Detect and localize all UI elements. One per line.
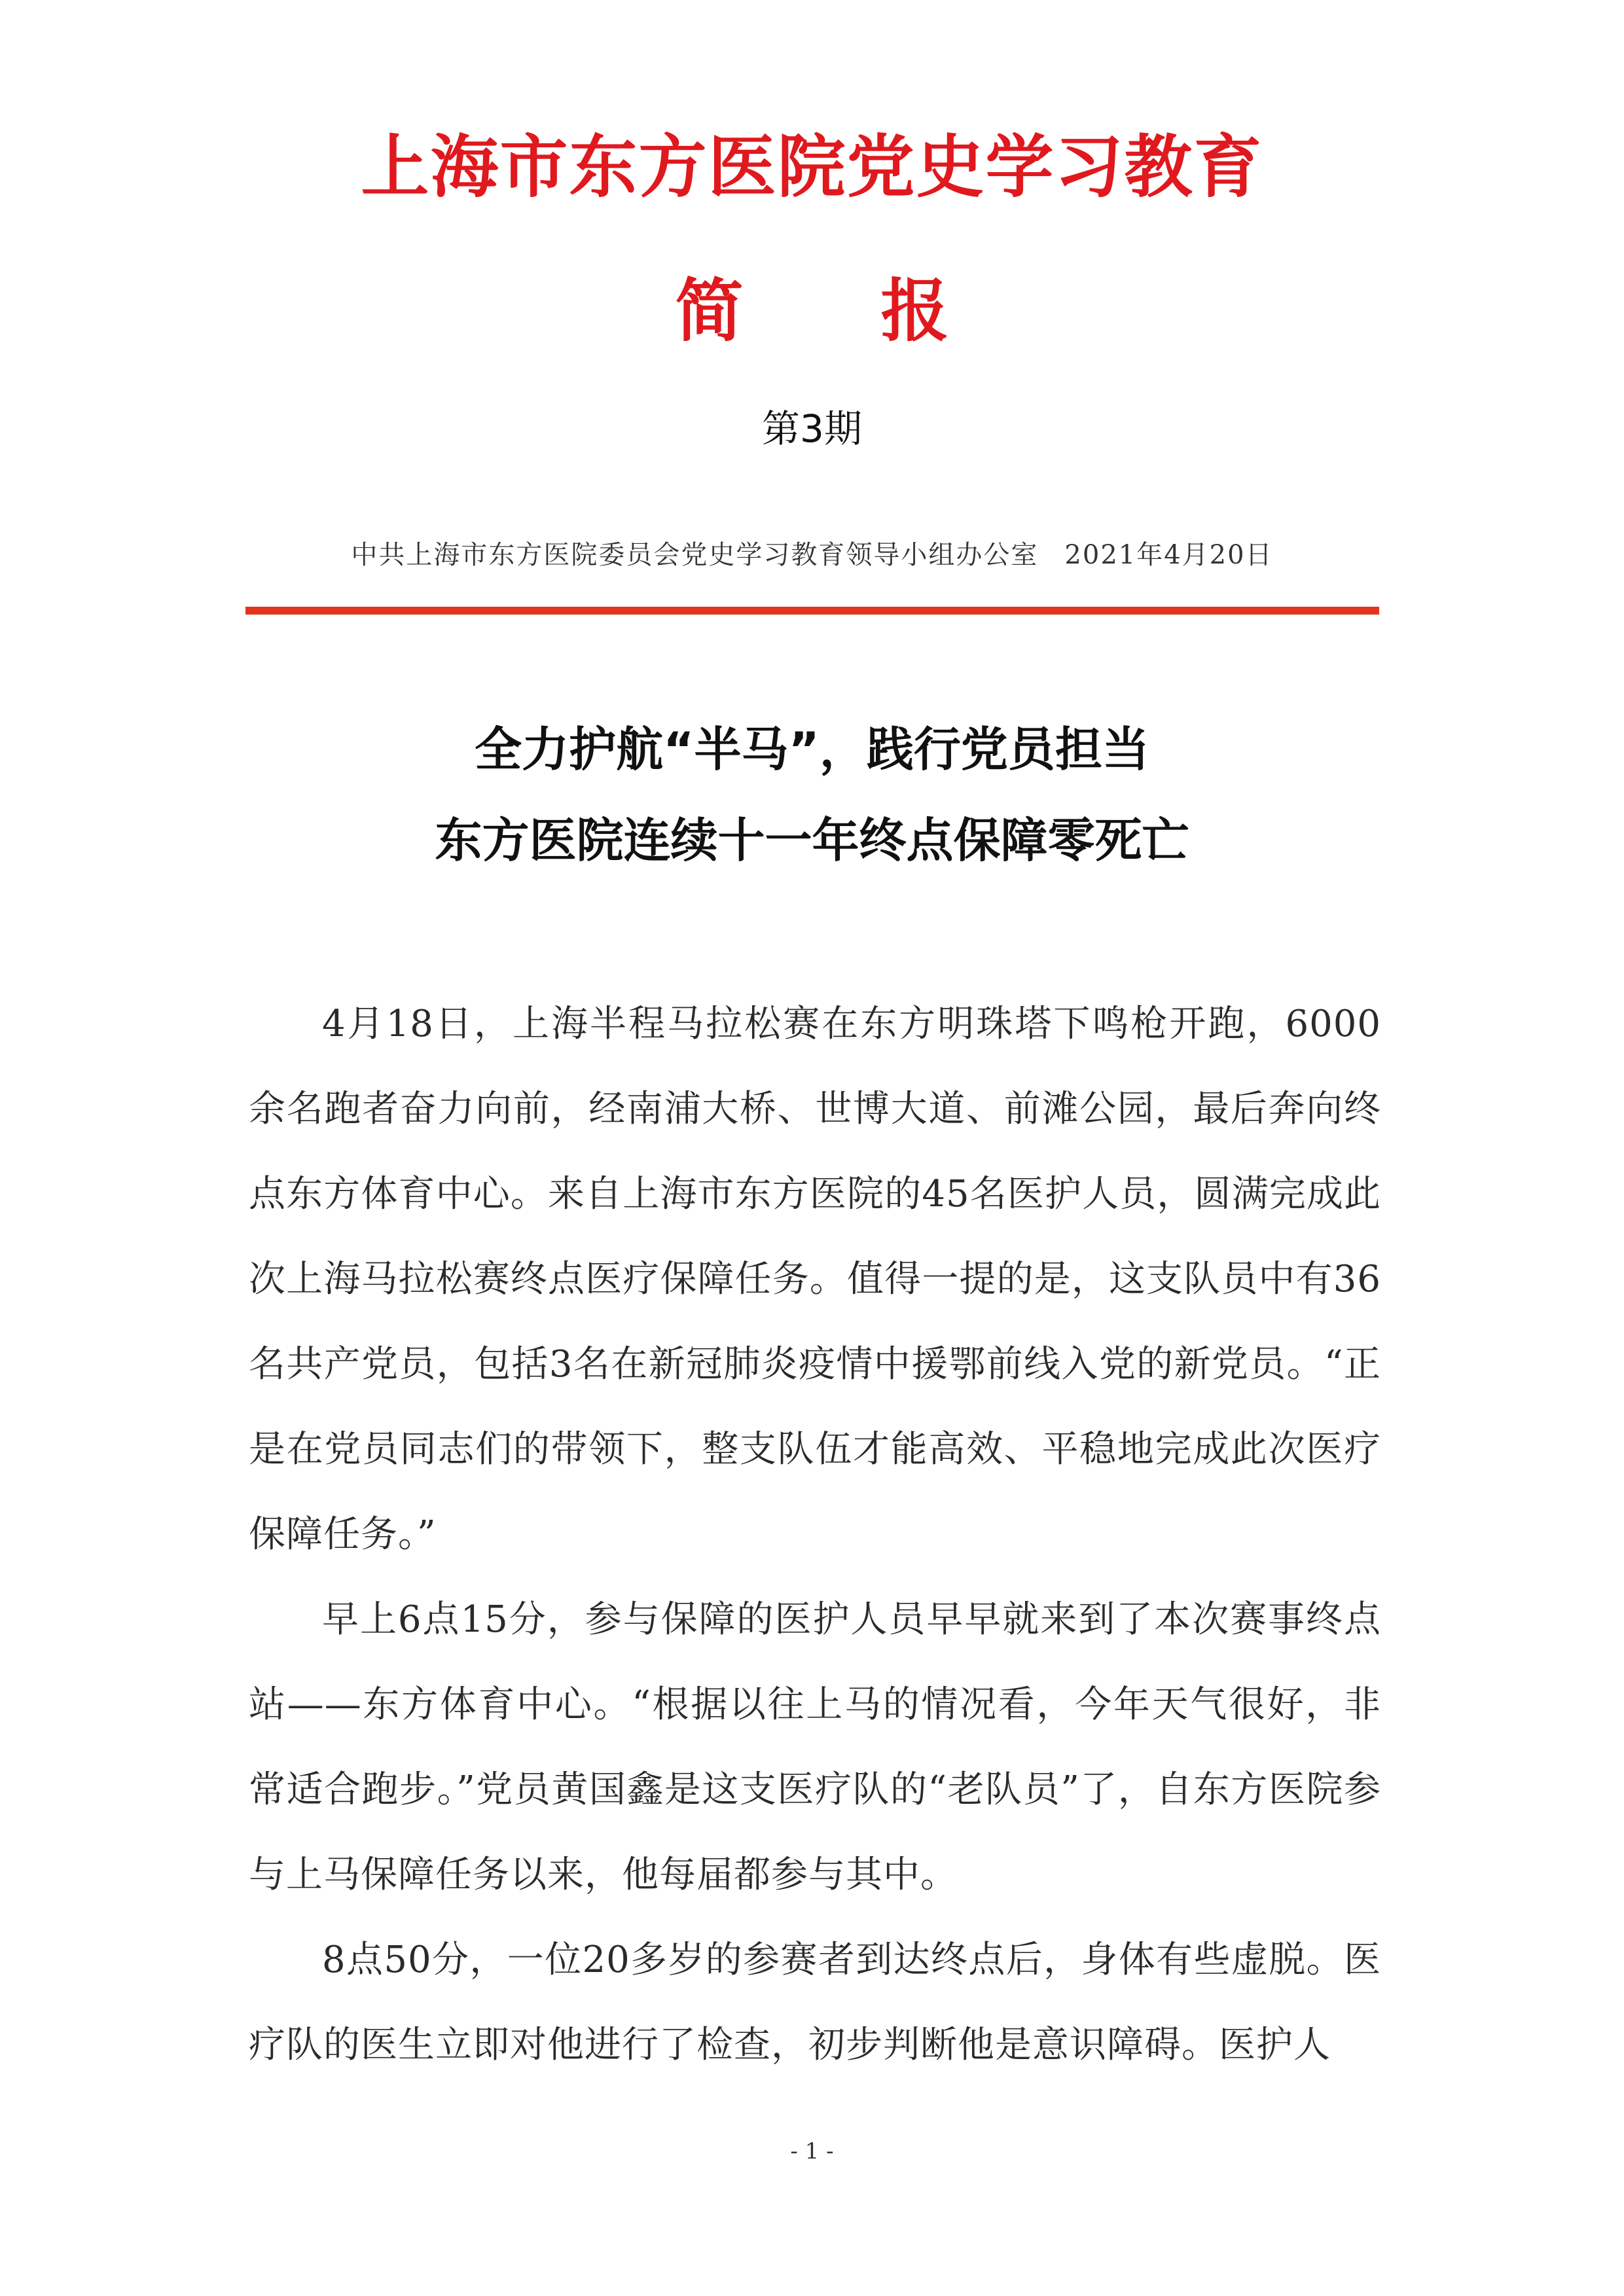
dateline-office: 中共上海市东方医院委员会党史学习教育领导小组办公室 (351, 540, 1039, 570)
article-paragraph-2: 早上6点15分，参与保障的医护人员早早就来到了本次赛事终点站——东方体育中心。“根据以往上马的情况看，今年天气很好，非常适合跑步。”党员黄国鑫是这支医疗队的“老队员”了，自东方医院参与上马保障任务以来，他每届都参与其中。 (249, 1598, 1381, 1896)
masthead-subtitle (0, 265, 1624, 357)
page-number: - 1 - (790, 2138, 834, 2164)
masthead-subtitle-left: 简 (675, 270, 744, 351)
article-paragraph-1: 4月18日，上海半程马拉松赛在东方明珠塔下鸣枪开跑，6000余名跑者奋力向前，经南浦大桥、世博大道、前滩公园，最后奔向终点东方体育中心。来自上海市东方医院的45名医护人员，圆满完成此次上海马拉松赛终点医疗保障任务。值得一提的是，这支队员中有36名共产党员，包括3名在新冠肺炎疫情中援鄂前线入党的新党员。“正是在党员同志们的带领下，整支队伍才能高效、平稳地完成此次医疗保障任务。” (249, 1003, 1381, 1556)
masthead-title: 上海市东方医院党史学习教育 (361, 126, 1263, 207)
issue-number: 第3期 (762, 406, 862, 451)
article-body (249, 982, 1381, 2088)
dateline-date: 2021年4月20日 (1064, 540, 1273, 570)
article-paragraph-3: 8点50分，一位20多岁的参赛者到达终点后，身体有些虚脱。医疗队的医生立即对他进行了检查，初步判断他是意识障碍。医护人 (249, 1939, 1381, 2066)
masthead-subtitle-right: 报 (880, 270, 949, 351)
dateline (0, 535, 1624, 575)
article-headline-line1: 全力护航“半马”，践行党员担当 (475, 722, 1149, 777)
article-headline-line2: 东方医院连续十一年终点保障零死亡 (435, 813, 1189, 868)
red-divider-rule (245, 607, 1379, 615)
